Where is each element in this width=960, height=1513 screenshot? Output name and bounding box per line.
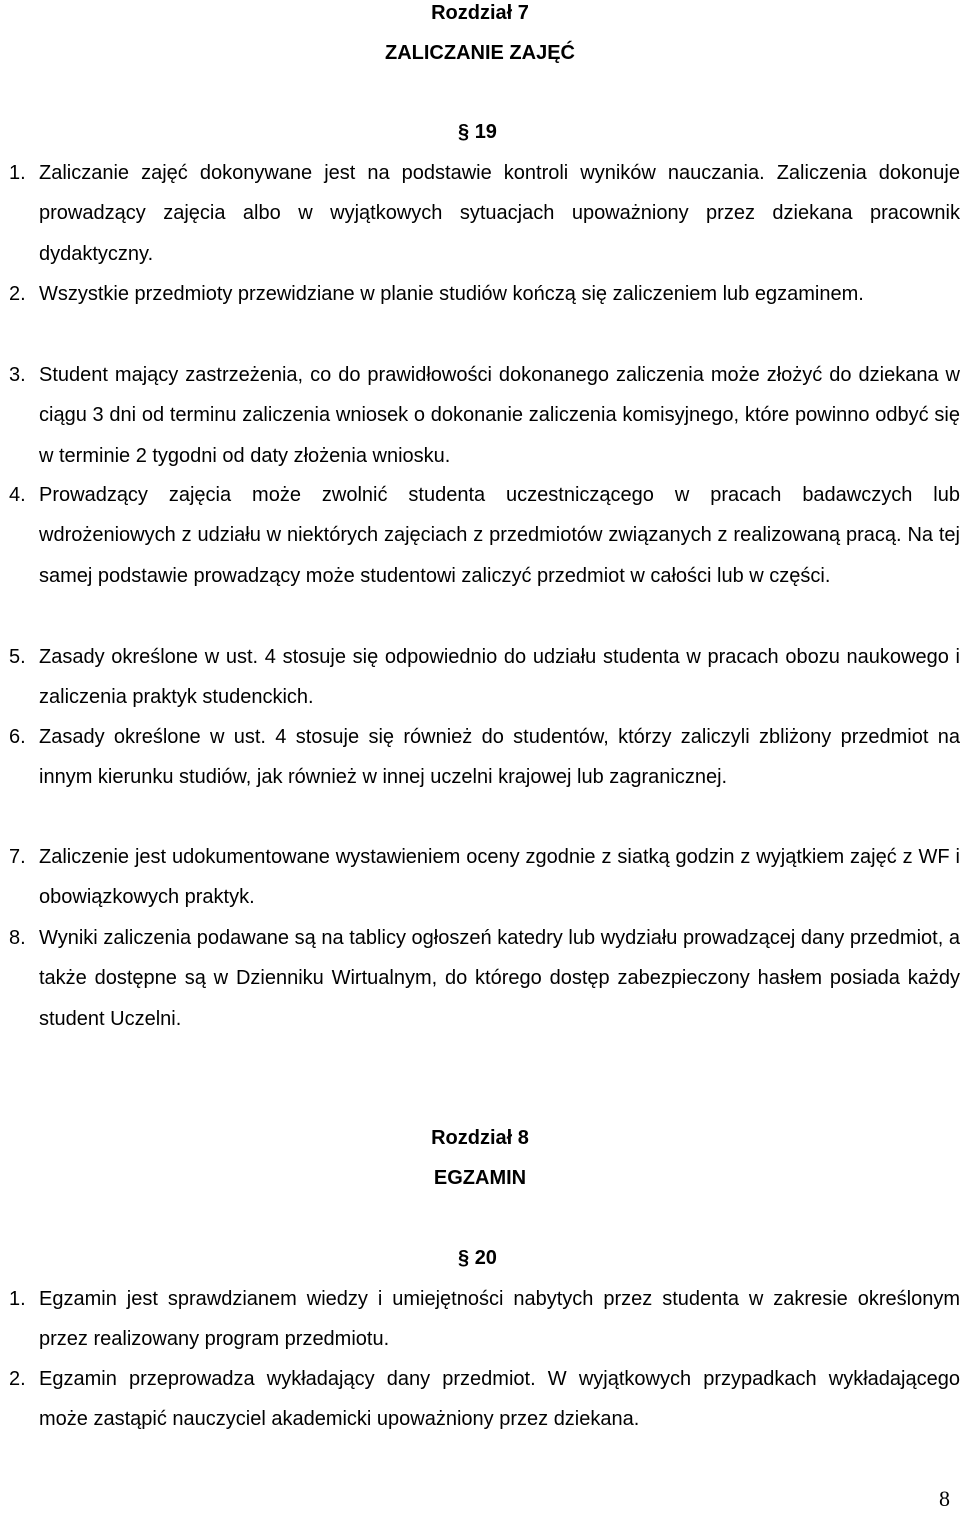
section-number: 20	[474, 1247, 497, 1269]
item-text: Zaliczenie jest udokumentowane wystawieniem oceny zgodnie z siatką godzin z wyjątkiem zajęć z WF i obowiązkowych praktyk.	[39, 846, 960, 909]
item-number: 8.	[9, 927, 26, 949]
item-number: 4.	[9, 484, 26, 506]
item-number: 2.	[9, 283, 26, 305]
section-19-heading	[458, 119, 497, 145]
section-number: 19	[474, 121, 497, 143]
item-text: Student mający zastrzeżenia, co do prawidłowości dokonanego zaliczenia może złożyć do dziekana w ciągu 3 dni od terminu zaliczenia wniosek o dokonanie zaliczenia komisyjnego, które powinno odbyć się w terminie 2 tygodni od daty złożenia wniosku.	[39, 364, 960, 467]
item-text: Wyniki zaliczenia podawane są na tablicy ogłoszeń katedry lub wydziału prowadzącej dany przedmiot, a także dostępne są w Dzienniku Wirtualnym, do którego dostęp zabezpieczony hasłem posiada każdy student Uczelni.	[39, 927, 960, 1030]
item-number: 1.	[9, 162, 26, 184]
item-number: 3.	[9, 364, 26, 386]
item-number: 7.	[9, 846, 26, 868]
item-text: Zaliczanie zajęć dokonywane jest na podstawie kontroli wyników nauczania. Zaliczenia dokonuje prowadzący zajęcia albo w wyjątkowych sytuacjach upoważniony przez dziekana pracownik dydaktyczny.	[39, 162, 960, 265]
page-number: 8	[939, 1486, 950, 1511]
chapter-7-title: ZALICZANIE ZAJĘĆ	[385, 42, 575, 64]
item-text: Wszystkie przedmioty przewidziane w planie studiów kończą się zaliczeniem lub egzaminem.	[39, 283, 864, 305]
section-sign: §	[458, 121, 470, 143]
item-text: Egzamin przeprowadza wykładający dany przedmiot. W wyjątkowych przypadkach wykładającego może zastąpić nauczyciel akademicki upoważniony przez dziekana.	[39, 1368, 960, 1431]
chapter-7-label: Rozdział 7	[431, 2, 529, 24]
item-number: 6.	[9, 726, 26, 748]
item-number: 2.	[9, 1368, 26, 1390]
chapter-8-label: Rozdział 8	[431, 1127, 529, 1149]
item-text: Prowadzący zajęcia może zwolnić studenta uczestniczącego w pracach badawczych lub wdrożeniowych z udziału w niektórych zajęciach z przedmiotów związanych z realizowaną pracą. Na tej samej podstawie prowadzący może studentowi zaliczyć przedmiot w całości lub w części.	[39, 484, 960, 587]
item-number: 1.	[9, 1288, 26, 1310]
chapter-8-title: EGZAMIN	[433, 1167, 527, 1189]
item-text: Zasady określone w ust. 4 stosuje się również do studentów, którzy zaliczyli zbliżony przedmiot na innym kierunku studiów, jak również w innej uczelni krajowej lub zagranicznej.	[39, 726, 960, 789]
section-20-heading	[458, 1245, 497, 1271]
item-number: 5.	[9, 646, 26, 668]
section-sign: §	[458, 1247, 470, 1269]
item-text: Egzamin jest sprawdzianem wiedzy i umiejętności nabytych przez studenta w zakresie określonym przez realizowany program przedmiotu.	[39, 1288, 960, 1351]
item-text: Zasady określone w ust. 4 stosuje się odpowiednio do udziału studenta w pracach obozu naukowego i zaliczenia praktyk studenckich.	[39, 646, 960, 709]
